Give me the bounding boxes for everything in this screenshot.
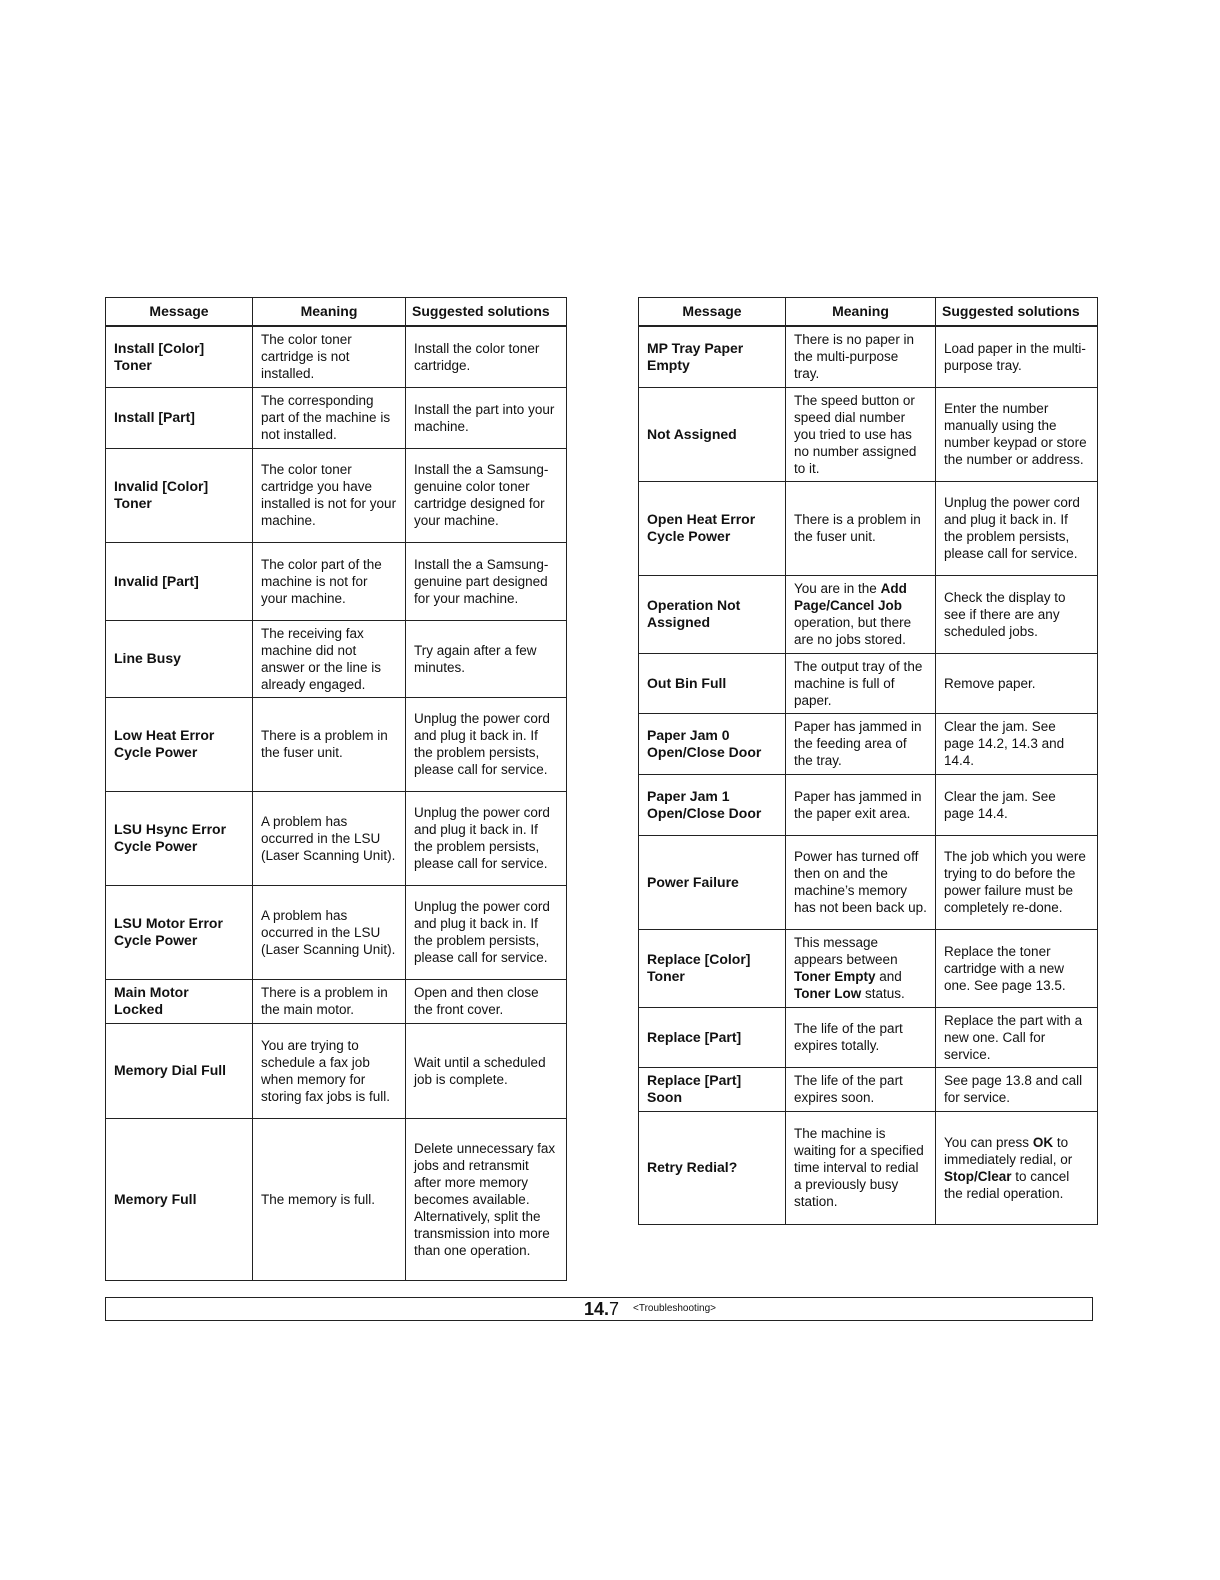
message-cell: Memory Dial Full bbox=[106, 1023, 253, 1118]
solution-text: to immediately redial, or bbox=[944, 1134, 1073, 1167]
solution-cell: Open and then close the front cover. bbox=[406, 979, 567, 1023]
solution-cell: Unplug the power cord and plug it back in. If the problem persists, please call for service. bbox=[406, 697, 567, 791]
solution-cell: Clear the jam. See page 14.4. bbox=[936, 774, 1098, 835]
message-cell bbox=[106, 791, 253, 885]
table-row bbox=[106, 448, 567, 542]
solution-cell: Install the part into your machine. bbox=[406, 387, 567, 448]
message-cell bbox=[106, 448, 253, 542]
message-line: Replace [Color] bbox=[647, 951, 751, 967]
section-label: <Troubleshooting> bbox=[633, 1303, 717, 1314]
table-row bbox=[106, 791, 567, 885]
meaning-emphasis: Toner Empty bbox=[794, 969, 876, 984]
message-line: Soon bbox=[647, 1089, 682, 1105]
message-cell: Line Busy bbox=[106, 620, 253, 697]
stop-clear-key-label: Stop/Clear bbox=[944, 1168, 1012, 1184]
message-line: Low Heat Error bbox=[114, 727, 215, 743]
meaning-cell: The color toner cartridge you have installed is not for your machine. bbox=[253, 448, 406, 542]
solution-cell: Clear the jam. See page 14.2, 14.3 and 14.4. bbox=[936, 713, 1098, 774]
meaning-cell: Paper has jammed in the feeding area of the tray. bbox=[786, 713, 936, 774]
table-row bbox=[639, 653, 1098, 713]
meaning-emphasis: Toner Low bbox=[794, 986, 862, 1001]
message-line: Operation Not bbox=[647, 597, 741, 613]
message-line: Empty bbox=[647, 356, 690, 373]
message-line: Install [Color] bbox=[114, 339, 205, 356]
message-cell bbox=[639, 575, 786, 653]
message-line: Cycle Power bbox=[114, 932, 198, 948]
message-line: Toner bbox=[114, 356, 152, 373]
solution-cell: See page 13.8 and call for service. bbox=[936, 1067, 1098, 1111]
meaning-text: operation, but there are no jobs stored. bbox=[794, 615, 912, 647]
message-cell: Memory Full bbox=[106, 1118, 253, 1280]
meaning-cell: There is a problem in the main motor. bbox=[253, 979, 406, 1023]
message-line: Toner bbox=[647, 968, 685, 984]
table-row bbox=[106, 885, 567, 979]
message-cell bbox=[639, 774, 786, 835]
message-cell bbox=[639, 1067, 786, 1111]
solution-cell: Install the a Samsung-genuine color toner cartridge designed for your machine. bbox=[406, 448, 567, 542]
message-line: Toner bbox=[114, 495, 152, 511]
message-cell bbox=[639, 929, 786, 1007]
message-cell: Install [Part] bbox=[106, 387, 253, 448]
message-line: Assigned bbox=[647, 614, 711, 630]
message-cell: Not Assigned bbox=[639, 387, 786, 481]
table-row bbox=[639, 713, 1098, 774]
table-row bbox=[639, 774, 1098, 835]
header-meaning: Meaning bbox=[786, 298, 936, 327]
meaning-cell: The color toner cartridge is not installed. bbox=[253, 326, 406, 387]
solution-cell: Unplug the power cord and plug it back in. If the problem persists, please call for service. bbox=[406, 791, 567, 885]
meaning-cell: There is no paper in the multi-purpose tray. bbox=[786, 326, 936, 387]
meaning-text: This message appears between bbox=[794, 935, 898, 967]
meaning-cell bbox=[786, 575, 936, 653]
meaning-cell: The corresponding part of the machine is not installed. bbox=[253, 387, 406, 448]
message-cell bbox=[639, 326, 786, 387]
table-row bbox=[639, 575, 1098, 653]
message-cell: Out Bin Full bbox=[639, 653, 786, 713]
solution-cell: Replace the part with a new one. Call for service. bbox=[936, 1007, 1098, 1067]
message-cell bbox=[106, 697, 253, 791]
message-cell: Replace [Part] bbox=[639, 1007, 786, 1067]
meaning-emphasis: Add Page/Cancel Job bbox=[794, 581, 907, 613]
meaning-cell: The memory is full. bbox=[253, 1118, 406, 1280]
table-row bbox=[106, 620, 567, 697]
table-row bbox=[639, 326, 1098, 387]
table-row bbox=[106, 979, 567, 1023]
table-header-row bbox=[639, 298, 1098, 327]
solution-cell: Enter the number manually using the number keypad or store the number or address. bbox=[936, 387, 1098, 481]
header-solutions: Suggested solutions bbox=[936, 298, 1098, 327]
solution-cell: Install the color toner cartridge. bbox=[406, 326, 567, 387]
table-row bbox=[106, 1118, 567, 1280]
solution-cell: Try again after a few minutes. bbox=[406, 620, 567, 697]
page-footer bbox=[105, 1297, 1093, 1321]
solution-cell: Unplug the power cord and plug it back in. If the problem persists, please call for service. bbox=[936, 481, 1098, 575]
solution-cell: Load paper in the multi-purpose tray. bbox=[936, 326, 1098, 387]
message-line: Cycle Power bbox=[647, 528, 731, 544]
messages-table-right bbox=[638, 297, 1098, 1225]
meaning-cell: Power has turned off then on and the machine’s memory has not been back up. bbox=[786, 835, 936, 929]
message-line: Cycle Power bbox=[114, 744, 198, 760]
meaning-cell: The machine is waiting for a specified time interval to redial a previously busy station. bbox=[786, 1111, 936, 1224]
message-line: Locked bbox=[114, 1001, 164, 1017]
table-row bbox=[639, 835, 1098, 929]
meaning-cell: A problem has occurred in the LSU (Laser Scanning Unit). bbox=[253, 885, 406, 979]
message-line: Replace [Part] bbox=[647, 1072, 742, 1088]
message-line: Open/Close Door bbox=[647, 743, 762, 760]
message-cell: Power Failure bbox=[639, 835, 786, 929]
message-line: LSU Motor Error bbox=[114, 915, 223, 931]
message-cell bbox=[639, 481, 786, 575]
meaning-cell: A problem has occurred in the LSU (Laser Scanning Unit). bbox=[253, 791, 406, 885]
solution-cell: The job which you were trying to do before the power failure must be completely re-done. bbox=[936, 835, 1098, 929]
message-line: Paper Jam 1 bbox=[647, 787, 730, 804]
message-line: LSU Hsync Error bbox=[114, 821, 227, 837]
meaning-text: status. bbox=[861, 986, 905, 1001]
table-row bbox=[639, 387, 1098, 481]
message-line: Paper Jam 0 bbox=[647, 726, 730, 743]
header-solutions: Suggested solutions bbox=[406, 298, 567, 327]
meaning-cell: The life of the part expires soon. bbox=[786, 1067, 936, 1111]
page-number bbox=[584, 1298, 619, 1320]
meaning-text: and bbox=[875, 969, 902, 984]
message-line: Open Heat Error bbox=[647, 511, 756, 527]
header-meaning: Meaning bbox=[253, 298, 406, 327]
message-line: MP Tray Paper bbox=[647, 339, 744, 356]
meaning-text: You are in the bbox=[794, 581, 881, 596]
solution-cell: Check the display to see if there are any scheduled jobs. bbox=[936, 575, 1098, 653]
table-row bbox=[639, 1111, 1098, 1224]
meaning-cell: The receiving fax machine did not answer or the line is already engaged. bbox=[253, 620, 406, 697]
message-line: Open/Close Door bbox=[647, 804, 762, 821]
table-row bbox=[106, 326, 567, 387]
page-number-chapter: 14. bbox=[584, 1299, 610, 1319]
table-row bbox=[639, 481, 1098, 575]
table-row bbox=[106, 697, 567, 791]
table-row bbox=[106, 387, 567, 448]
meaning-cell bbox=[786, 929, 936, 1007]
header-message: Message bbox=[106, 298, 253, 327]
table-row bbox=[639, 1007, 1098, 1067]
message-line: Cycle Power bbox=[114, 838, 198, 854]
page-number-page: 7 bbox=[609, 1299, 620, 1319]
table-row bbox=[106, 542, 567, 620]
message-cell bbox=[639, 713, 786, 774]
solution-text: to cancel the redial operation. bbox=[944, 1168, 1070, 1201]
solution-cell: Install the a Samsung-genuine part designed for your machine. bbox=[406, 542, 567, 620]
meaning-cell: The life of the part expires totally. bbox=[786, 1007, 936, 1067]
meaning-cell: The speed button or speed dial number you tried to use has no number assigned to it. bbox=[786, 387, 936, 481]
solution-cell: Unplug the power cord and plug it back in. If the problem persists, please call for service. bbox=[406, 885, 567, 979]
solution-cell: Delete unnecessary fax jobs and retransmit after more memory becomes available. Alternatively, split the transmission into more than one operation. bbox=[406, 1118, 567, 1280]
meaning-cell: There is a problem in the fuser unit. bbox=[786, 481, 936, 575]
solution-text: You can press bbox=[944, 1134, 1033, 1150]
message-cell: Invalid [Part] bbox=[106, 542, 253, 620]
message-cell bbox=[106, 326, 253, 387]
meaning-cell: Paper has jammed in the paper exit area. bbox=[786, 774, 936, 835]
message-cell: Retry Redial? bbox=[639, 1111, 786, 1224]
ok-key-label: OK bbox=[1032, 1134, 1054, 1150]
table-row bbox=[106, 1023, 567, 1118]
message-cell bbox=[106, 979, 253, 1023]
meaning-cell: The output tray of the machine is full of paper. bbox=[786, 653, 936, 713]
message-line: Invalid [Color] bbox=[114, 478, 209, 494]
table-row bbox=[639, 929, 1098, 1007]
meaning-cell: There is a problem in the fuser unit. bbox=[253, 697, 406, 791]
solution-cell: Replace the toner cartridge with a new one. See page 13.5. bbox=[936, 929, 1098, 1007]
solution-cell: Wait until a scheduled job is complete. bbox=[406, 1023, 567, 1118]
message-line: Main Motor bbox=[114, 984, 189, 1000]
meaning-cell: You are trying to schedule a fax job when memory for storing fax jobs is full. bbox=[253, 1023, 406, 1118]
messages-table-left bbox=[105, 297, 567, 1281]
message-cell bbox=[106, 885, 253, 979]
header-message: Message bbox=[639, 298, 786, 327]
table-header-row bbox=[106, 298, 567, 327]
meaning-cell: The color part of the machine is not for your machine. bbox=[253, 542, 406, 620]
solution-cell: Remove paper. bbox=[936, 653, 1098, 713]
table-row bbox=[639, 1067, 1098, 1111]
solution-cell bbox=[936, 1111, 1098, 1224]
